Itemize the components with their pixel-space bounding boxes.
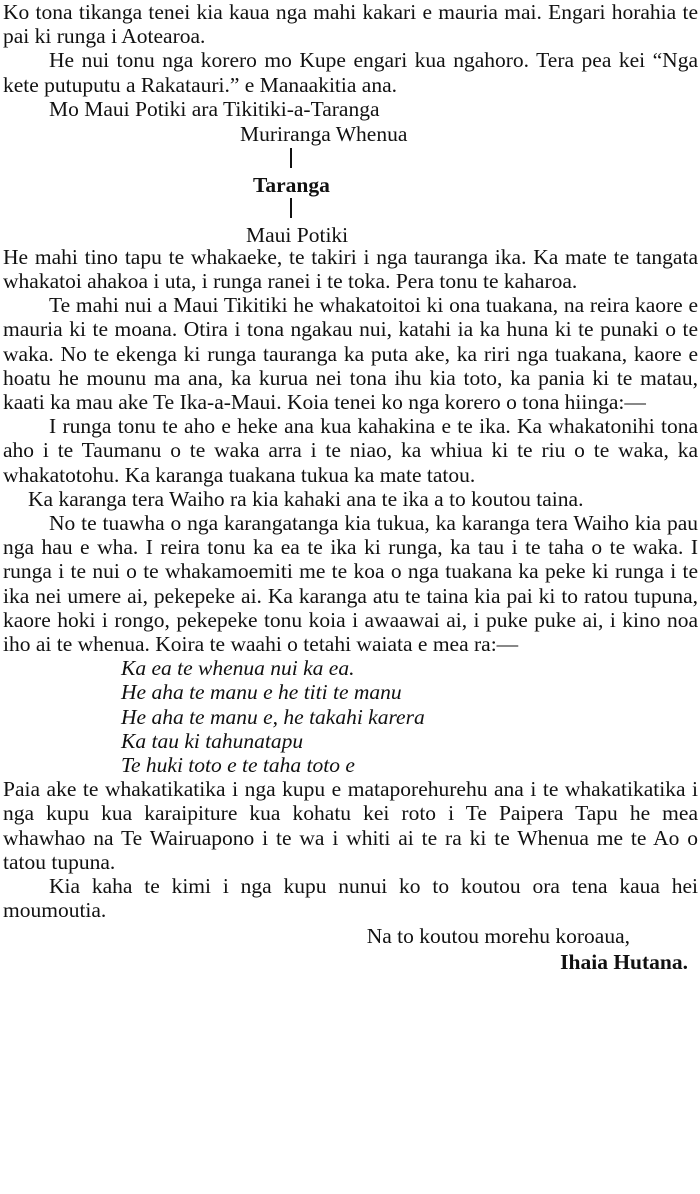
signature-name: Ihaia Hutana. <box>560 949 688 974</box>
genealogy-heading: Mo Maui Potiki ara Tikitiki-a-Taranga <box>49 96 380 121</box>
verse-line: Ka ea te whenua nui ka ea. <box>121 656 355 681</box>
paragraph-maui: Te mahi nui a Maui Tikitiki he whakatoitoi ki ona tuakana, na reira kaore e mauria ki te moana. Otira i tona ngakau nui, katahi ia ka huna ki te punaki o te waka. No te ekenga ki runga tauranga ka puta ake, ka riri nga tuakana, kaore e hoatu he mounu ma ana, ka kurua nei tona ihu kia toto, ka pania ki te matau, kaati ka mau ake Te Ika-a-Maui. Koia tenei ko nga korero o tona hiinga:— <box>3 293 698 415</box>
genealogy-ancestor-2: Taranga <box>253 172 330 197</box>
paragraph-tapu: He mahi tino tapu te whakaeke, te takiri i nga tauranga ika. Ka mate te tangata whakatoi ahakoa i uta, i runga ranei i te toka. Pera tonu te kaharoa. <box>3 244 698 294</box>
genealogy-ancestor-3: Maui Potiki <box>246 222 349 247</box>
paragraph-kia-kaha: Kia kaha te kimi i nga kupu nunui ko to koutou ora tena kaua hei moumoutia. <box>3 874 698 923</box>
waiata-verse <box>3 656 698 777</box>
paragraph-waiho: Ka karanga tera Waiho ra kia kahaki ana te ika a to koutou taina. <box>28 486 584 511</box>
paragraph-kupe: He nui tonu nga korero mo Kupe engari kua ngahoro. Tera pea kei “Nga kete putuputu a Rakatauri.” e Manaakitia ana. <box>3 48 698 97</box>
verse-line: Te huki toto e te taha toto e <box>121 753 355 778</box>
verse-line: He aha te manu e, he takahi karera <box>121 704 425 729</box>
verse-line: Ka tau ki tahunatapu <box>121 728 304 753</box>
genealogy-ancestor-1: Muriranga Whenua <box>240 121 408 146</box>
signature-block <box>3 923 698 975</box>
paragraph-intro: Ko tona tikanga tenei kia kaua nga mahi kakari e mauria mai. Engari horahia te pai ki runga i Aotearoa. <box>3 0 698 49</box>
verse-line: He aha te manu e he titi te manu <box>121 680 402 705</box>
signature-salutation: Na to koutou morehu koroaua, <box>366 923 630 948</box>
paragraph-aho: I runga tonu te aho e heke ana kua kahakina e te ika. Ka whakatonihi tona aho i te Taumanu o te waka arra i te niao, ka whiua ki te riu o te waka, ka whakatotohu. Ka karanga tuakana tukua ka mate tatou. <box>3 414 698 487</box>
genealogy-connector <box>290 198 292 218</box>
paragraph-paia: Paia ake te whakatikatika i nga kupu e mataporehurehu ana i te whakatikatika i nga kupu kua karaipiture kua kohatu kei roto i Te Paipera Tapu he mea whawhao na Te Wairuapono i te wa i whiti ai te ra ki te Whenua me te Ao o tatou tupuna. <box>3 777 698 874</box>
paragraph-tuawha: No te tuawha o nga karangatanga kia tukua, ka karanga tera Waiho kia pau nga hau e wha. I reira tonu ka ea te ika ki runga, ka tau i te taha o te waka. I runga i te nui o te whakamoemiti me te koa o nga tuakana ka peke ki runga i te ika nei umere ai, pekepeke ai. Ka karanga atu te taina kia pai ki to ratou tupuna, kaore hoki i rongo, pekepeke tonu koia i awaawai ai, i puke puke ai, i kino noa iho ai te whenua. Koira te waahi o tetahi waiata e mea ra:— <box>3 511 698 657</box>
genealogy <box>3 97 698 245</box>
genealogy-connector <box>290 148 292 168</box>
